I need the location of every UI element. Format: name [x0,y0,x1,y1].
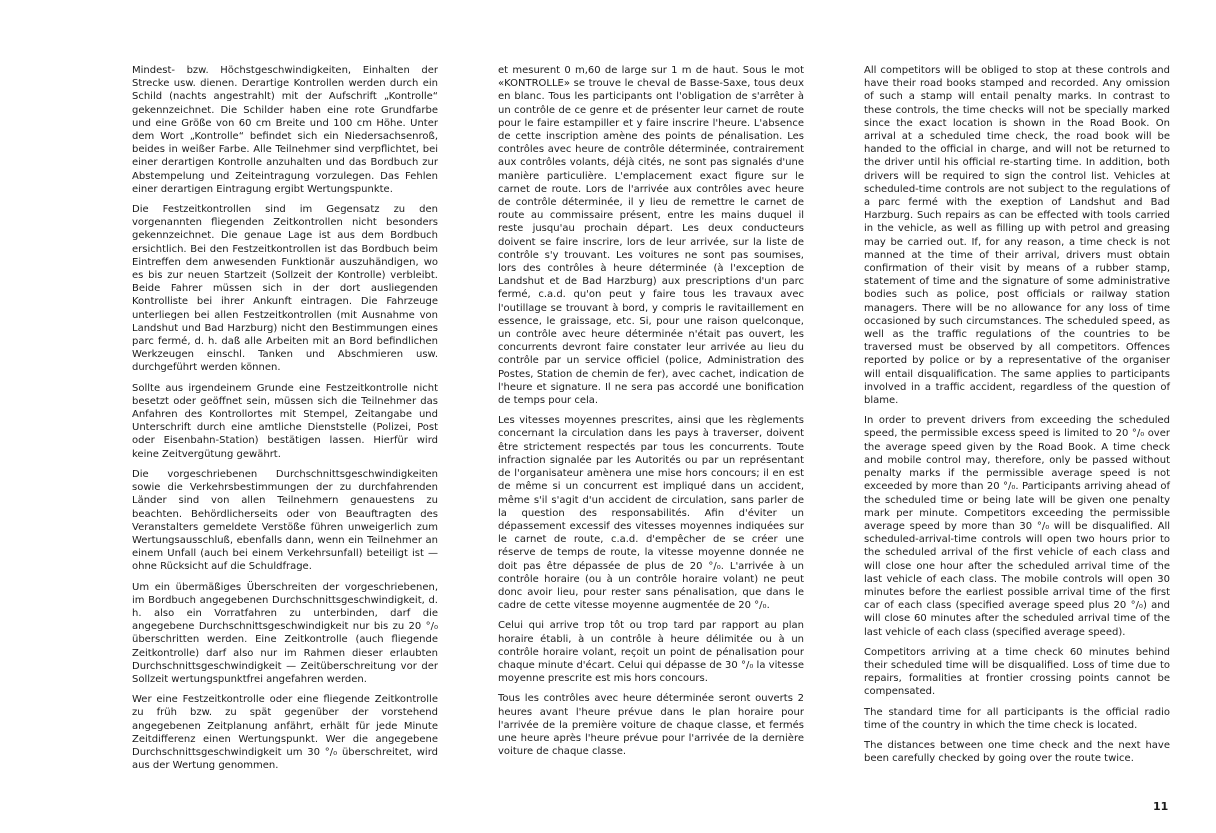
page-number: 11 [1153,800,1169,813]
paragraph: Celui qui arrive trop tôt ou trop tard par rapport au plan horaire établi, à un contrôle à heure délimitée ou à un contrôle horaire volant, reçoit un point de pénalisation pour chaque minute d'écart. Celui qui dépasse de 30 °/₀ la vitesse moyenne prescrite est mis hors concours. [498,620,804,685]
paragraph: et mesurent 0 m,60 de large sur 1 m de haut. Sous le mot «KONTROLLE» se trouve le cheval de Basse-Saxe, tous deux en blanc. Tous les participants ont l'obligation de s'arrêter à un contrôle de ce genre et de présenter leur carnet de route pour le faire estampiller et y faire inscrire l'heure. L'absence de cette inscription amène des points de pénalisation. Les contrôles avec heure de contrôle déterminée, contrairement aux contrôles volants, déjà cités, ne sont pas signalés d'une manière particulière. L'emplacement exact figure sur le carnet de route. Lors de l'arrivée aux contrôles avec heure de contrôle déterminée, il y lieu de remettre le carnet de route au commissaire présent, entre les mains duquel il reste jusqu'au prochain départ. Les deux conducteurs doivent se faire inscrire, lors de leur arrivée, sur la liste de contrôle s'y trouvant. Les voitures ne sont pas soumises, lors des contrôles à heure déterminée (à l'exception de Landshut et de Bad Harzburg) aux prescriptions d'un parc fermé, c.a.d. qu'on peut y faire tous les travaux avec l'outillage se trouvant à bord, y compris le ravitaillement en essence, le graissage, etc. Si, pour une raison quelconque, un contrôle avec heure déterminée n'était pas ouvert, les concurrents devront faire constater leur arrivée au lieu du contrôle par un service officiel (police, Administration des Postes, Station de chemin de fer), avec cachet, indication de l'heure et signature. Il ne sera pas accordé une bonification de temps pour cela. [498,65,804,407]
paragraph: Die Festzeitkontrollen sind im Gegensatz zu den vorgenannten fliegenden Zeitkontrollen nicht besonders gekennzeichnet. Die genaue Lage ist aus dem Bordbuch ersichtlich. Bei den Festzeitkontrollen ist das Bordbuch beim Eintreffen dem anwesenden Funktionär auszuhändigen, wo es bis zur neuen Startzeit (Sollzeit der Kontrolle) verbleibt. Beide Fahrer müssen sich in der dort ausliegenden Kontrolliste bei ihrer Ankunft eintragen. Die Fahrzeuge unterliegen bei allen Festzeitkontrollen (mit Ausnahme von Landshut und Bad Harzburg) nicht den Bestimmungen eines parc fermé, d. h. daß alle Arbeiten mit an Bord befindlichen Werkzeugen einschl. Tanken und Abschmieren usw. durchgeführt werden können. [132,204,438,374]
column-french [498,64,804,765]
paragraph: The distances between one time check and the next have been carefully checked by going over the route twice. [864,739,1170,765]
column-english [864,64,1170,772]
column-german [132,64,438,779]
paragraph: Sollte aus irgendeinem Grunde eine Festzeitkontrolle nicht besetzt oder geöffnet sein, müssen sich die Teilnehmer das Anfahren des Kontrollortes mit Stempel, Zeitangabe und Unterschrift durch eine amtliche Dienststelle (Polizei, Post oder Eisenbahn-Station) bestätigen lassen. Hierfür wird keine Zeitvergütung gewährt. [132,382,438,460]
paragraph: Competitors arriving at a time check 60 minutes behind their scheduled time will be disqualified. Loss of time due to repairs, formalities at frontier crossing points cannot be compensated. [864,646,1170,698]
paragraph: Die vorgeschriebenen Durchschnittsgeschwindigkeiten sowie die Verkehrsbestimmungen der zu durchfahrenden Länder sind von allen Teilnehmern genauestens zu beachten. Behördlicherseits oder von Beauftragten des Veranstalters gemeldete Verstöße führen unweigerlich zum Wertungsausschluß, ebenfalls dann, wenn ein Teilnehmer an einem Unfall (auch bei einem Verkehrsunfall) beteiligt ist — ohne Rücksicht auf die Schuldfrage. [132,468,438,573]
paragraph: Mindest- bzw. Höchstgeschwindigkeiten, Einhalten der Strecke usw. dienen. Derartige Kontrollen werden durch ein Schild (nachts angestrahlt) mit der Aufschrift „Kontrolle“ gekennzeichnet. Die Schilder haben eine rote Grundfarbe und eine Größe von 60 cm Breite und 100 cm Höhe. Unter dem Wort „Kontrolle“ befindet sich ein Niedersachsenroß, beides in weißer Farbe. Alle Teilnehmer sind verpflichtet, bei einer derartigen Kontrolle anzuhalten und das Bordbuch zur Abstempelung und Zeiteintragung vorzulegen. Das Fehlen einer derartigen Eintragung ergibt Wertungspunkte. [132,65,438,195]
paragraph: In order to prevent drivers from exceeding the scheduled speed, the permissible excess speed is limited to 20 °/₀ over the average speed given by the Road Book. A time check and mobile control may, therefore, only be passed without penalty marks if the permissible average speed is not exceeded by more than 20 °/₀. Participants arriving ahead of the scheduled time or being late will be given one penalty mark per minute. Competitors exceeding the permissible average speed by more than 30 °/₀ will be disqualified. All scheduled-arrival-time controls will open two hours prior to the scheduled arrival of the first vehicle of each class and will close one hour after the scheduled arrival time of the last vehicle of each class. The mobile controls will open 30 minutes before the earliest possible arrival time of the first car of each class (specified average speed plus 20 °/₀) and will close 60 minutes after the scheduled arrival time of the last vehicle of each class (specified average speed). [864,415,1170,638]
paragraph: The standard time for all participants is the official radio time of the country in which the time check is located. [864,706,1170,731]
paragraph: All competitors will be obliged to stop at these controls and have their road books stamped and recorded. Any omission of such a stamp will entail penalty marks. In contrast to these controls, the time checks will not be specially marked since the exact location is shown in the Road Book. On arrival at a scheduled time check, the road book will be handed to the official in charge, and will not be returned to the driver until his official re-starting time. In addition, both drivers will be required to sign the control list. Vehicles at scheduled-time controls are not subject to the regulations of a parc fermé with the exeption of Landshut and Bad Harzburg. Such repairs as can be effected with tools carried in the vehicle, as well as filling up with petrol and greasing may be carried out. If, for any reason, a time check is not manned at the time of their arrival, drivers must obtain confirmation of their visit by means of a rubber stamp, statement of time and the signature of some administrative bodies such as police, post officials or railway station managers. There will be no allowance for any loss of time occasioned by such circumstances. The scheduled speed, as well as the traffic regulations of the countries to be traversed must be observed by all competitors. Offences reported by police or by a representative of the organiser will entail disqualification. The same applies to participants involved in a traffic accident, regardless of the question of blame. [864,65,1170,407]
paragraph: Tous les contrôles avec heure déterminée seront ouverts 2 heures avant l'heure prévue dans le plan horaire pour l'arrivée de la première voiture de chaque classe, et fermés une heure après l'heure prévue pour l'arrivée de la dernière voiture de chaque classe. [498,693,804,758]
paragraph: Um ein übermäßiges Überschreiten der vorgeschriebenen, im Bordbuch angegebenen Durchschnittsgeschwindigkeit, d. h. also ein Vorratfahren zu unterbinden, darf die angegebene Durchschnittsgeschwindigkeit nur bis zu 20 °/₀ überschritten werden. Eine Zeitkontrolle (auch fliegende Zeitkontrolle) darf also nur im Rahmen dieser erlaubten Durchschnittsgeschwindigkeit — Zeitüberschreitung vor der Sollzeit wertungspunktfrei angefahren werden. [132,581,438,685]
paragraph: Wer eine Festzeitkontrolle oder eine fliegende Zeitkontrolle zu früh bzw. zu spät gegenüber der vorstehend angegebenen Zeitplanung anfährt, erhält für jede Minute Zeitdifferenz einen Wertungspunkt. Wer die angegebene Durchschnittsgeschwindigkeit um 30 °/₀ überschreitet, wird aus der Wertung genommen. [132,694,438,772]
paragraph: Les vitesses moyennes prescrites, ainsi que les règlements concernant la circulation dans les pays à traverser, doivent être strictement respectés par tous les concurrents. Toute infraction signalée par les Autorités ou par un représentant de l'organisateur amènera une mise hors concours; il en est de même si un concurrent est impliqué dans un accident, même s'il s'agit d'un accident de circulation, sans parler de la question des responsabilités. Afin d'éviter un dépassement excessif des vitesses moyennes indiquées sur le carnet de route, c.a.d. d'empêcher de se créer une réserve de temps de route, la vitesse moyenne donnée ne doit pas être dépassée de plus de 20 °/₀. L'arrivée à un contrôle horaire (ou à un contrôle horaire volant) ne peut donc avoir lieu, pour rester sans pénalisation, que dans le cadre de cette vitesse moyenne augmentée de 20 °/₀. [498,415,804,612]
